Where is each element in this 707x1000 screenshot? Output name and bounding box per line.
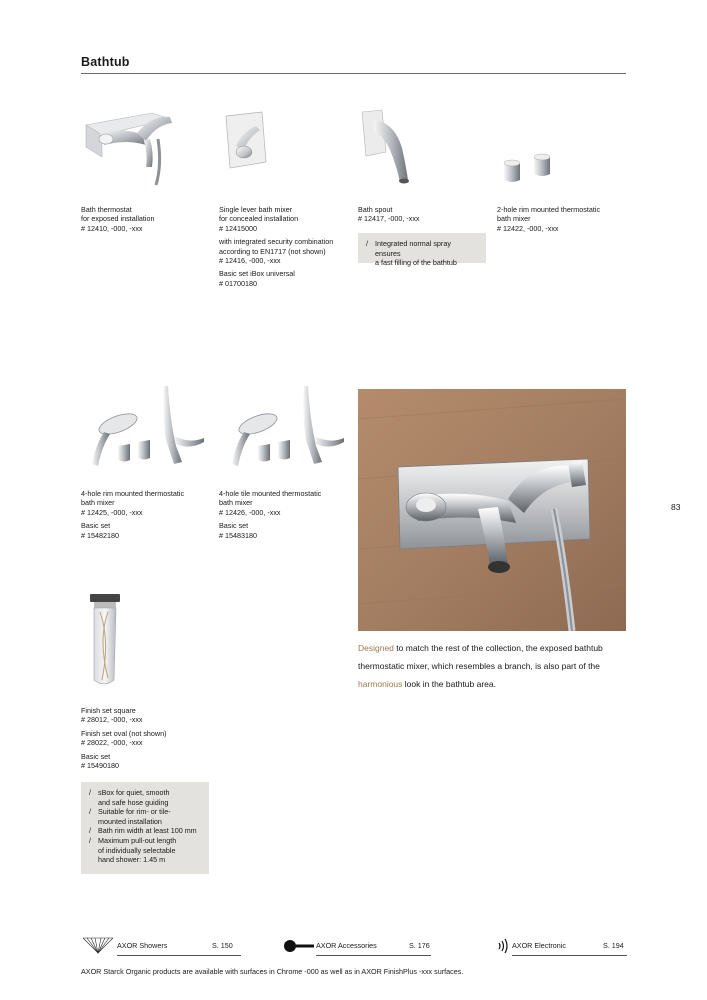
footer-link-page: S. 150: [212, 941, 233, 950]
caption-highlight: harmonious: [358, 679, 403, 689]
photo-caption: Designed to match the rest of the collection, the exposed bathtub thermostatic mixer, which resembles a branch, is also part of the harmonious look in the bathtub area.: [358, 643, 603, 689]
page-number: 83: [671, 502, 681, 512]
note-item: / sBox for quiet, smooth and safe hose guiding: [89, 788, 170, 807]
electronic-waves-icon: [497, 938, 511, 954]
product-bath-spout: Bath spout # 12417, -000, -xxx: [358, 205, 420, 224]
note-item: / Suitable for rim- or tile- mounted installation: [89, 807, 171, 826]
caption-highlight: Designed: [358, 643, 394, 653]
note-item: / Bath rim width at least 100 mm: [89, 826, 197, 836]
footer-link-page: S. 176: [409, 941, 430, 950]
footer-rule: [117, 955, 241, 956]
bath-thermostat-image: [82, 105, 177, 190]
spout-note-box: [358, 233, 486, 268]
note-item: / Integrated normal spray ensures a fast filling of the bathtub: [366, 239, 457, 268]
two-hole-mixer-image: [498, 150, 558, 190]
page-title: Bathtub: [81, 55, 130, 69]
footer-link-accessories[interactable]: [283, 936, 431, 958]
product-four-hole-tile-mixer: 4-hole tile mounted thermostatic bath mixer # 12426, -000, -xxx Basic set # 15483180: [219, 489, 322, 540]
finish-notes-box: [81, 782, 209, 874]
product-single-lever-mixer: Single lever bath mixer for concealed installation # 12415000 with integrated security combination according to EN1717 (not shown) # 12416, -000, -xxx Basic set iBox universal # 01700180: [219, 205, 334, 288]
finish-set-image: [82, 590, 127, 690]
product-two-hole-mixer: 2-hole rim mounted thermostatic bath mixer # 12422, -000, -xxx: [497, 205, 601, 233]
shower-fan-icon: [81, 936, 115, 956]
footer-note: AXOR Starck Organic products are available with surfaces in Chrome -000 as well as in AXOR FinishPlus -xxx surfaces.: [81, 967, 464, 976]
thermostat-photo: [358, 389, 626, 631]
accessory-hook-icon: [283, 939, 315, 953]
footer-rule: [316, 955, 431, 956]
footer-link-electronic[interactable]: [497, 936, 627, 958]
four-hole-rim-mixer-image: [82, 380, 212, 472]
four-hole-tile-mixer-image: [222, 380, 352, 472]
title-rule: [81, 73, 626, 74]
footer-link-showers[interactable]: [81, 936, 241, 958]
product-bath-thermostat: Bath thermostat for exposed installation # 12410, -000, -xxx: [81, 205, 155, 233]
single-lever-mixer-image: [222, 110, 272, 180]
product-finish-set: Finish set square # 28012, -000, -xxx Finish set oval (not shown) # 28022, -000, -xxx Basic set # 15490180: [81, 706, 167, 771]
footer-rule: [512, 955, 627, 956]
note-item: / Maximum pull-out length of individually selectable hand shower: 1.45 m: [89, 835, 177, 865]
footer-link-page: S. 194: [603, 941, 624, 950]
footer-link-label: AXOR Accessories: [316, 941, 377, 950]
product-four-hole-rim-mixer: 4-hole rim mounted thermostatic bath mixer # 12425, -000, -xxx Basic set # 15482180: [81, 489, 185, 540]
footer-link-label: AXOR Showers: [117, 941, 168, 950]
bath-spout-image: [360, 108, 415, 188]
footer-link-label: AXOR Electronic: [512, 941, 566, 950]
